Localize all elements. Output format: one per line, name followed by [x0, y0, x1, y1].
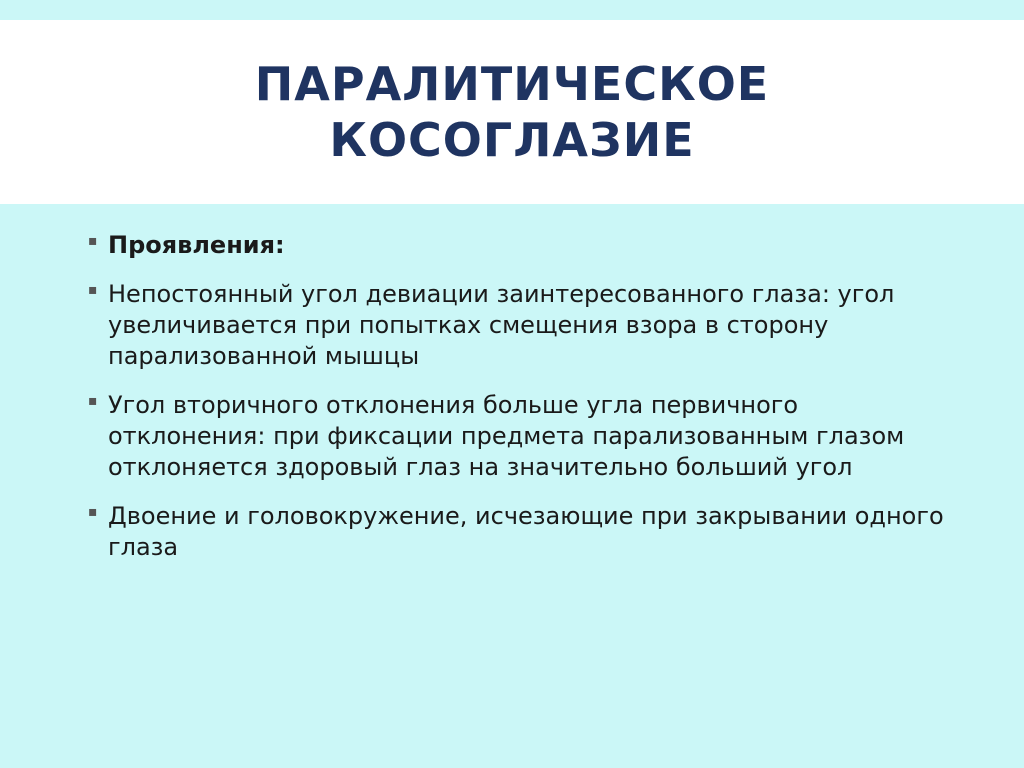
bullet-marker-icon: ▪	[88, 504, 98, 520]
bullet-text: Двоение и головокружение, исчезающие при закрывании одного глаза	[108, 502, 944, 561]
slide-title-line-2: КОСОГЛАЗИЕ	[329, 113, 695, 167]
bullet-item	[88, 390, 948, 483]
bullet-item	[88, 230, 948, 261]
bullet-item	[88, 279, 948, 372]
bullet-text: Непостоянный угол девиации заинтересованного глаза: угол увеличивается при попытках смещения взора в сторону парализованной мышцы	[108, 280, 895, 370]
bullet-marker-icon: ▪	[88, 233, 98, 249]
bullet-list	[88, 230, 948, 581]
bullet-marker-icon: ▪	[88, 393, 98, 409]
bullet-marker-icon: ▪	[88, 282, 98, 298]
slide-title	[162, 56, 862, 168]
title-band	[0, 20, 1024, 204]
bullet-text: Угол вторичного отклонения больше угла первичного отклонения: при фиксации предмета парализованным глазом отклоняется здоровый глаз на значительно больший угол	[108, 391, 905, 481]
slide-title-line-1: ПАРАЛИТИЧЕСКОЕ	[254, 57, 770, 111]
bullet-text: Проявления:	[108, 231, 285, 259]
bullet-item	[88, 501, 948, 563]
